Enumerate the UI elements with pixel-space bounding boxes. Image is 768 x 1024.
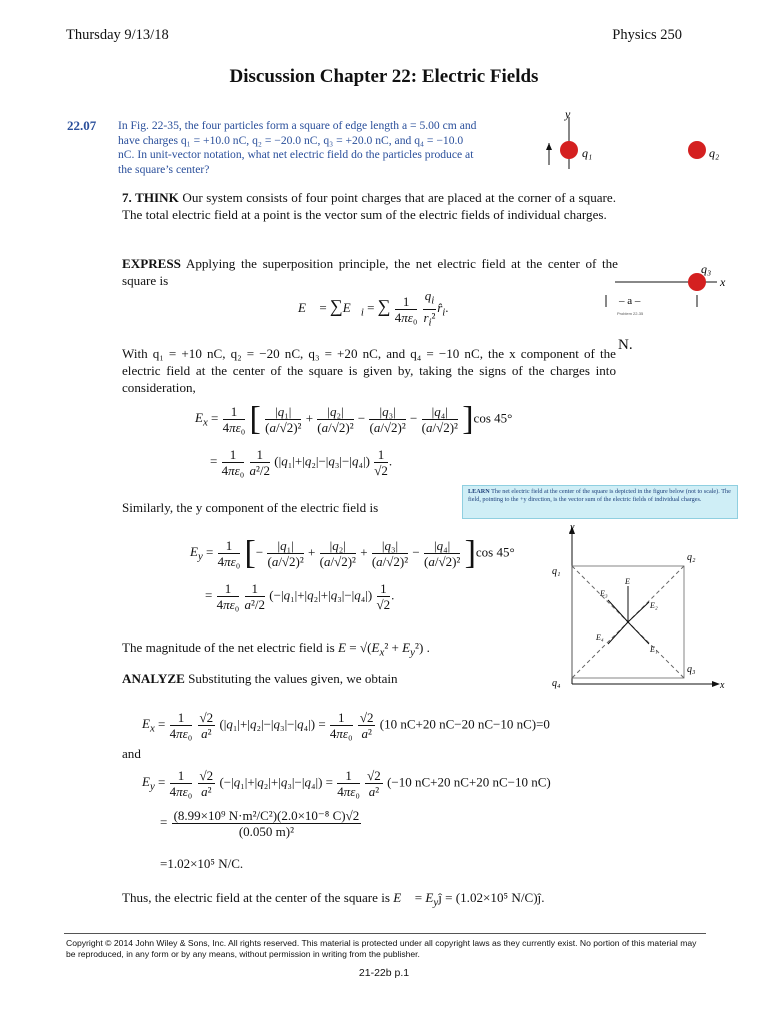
magnitude-paragraph: The magnitude of the net electric field is $E = √(E_x^2 + E_y^2)$ . <box>122 640 430 659</box>
charge-q2 <box>688 141 706 159</box>
equation-ex-numeric: $E_x$ = $\frac{1}{\text{4πε₀}}$ $\frac{√2}{\text{a²}}$ (|q₁|+|q₂|−|q₃|−|q₄|) = $\frac{1}{\text{4πε₀}}$ $\frac{√2}{\text{a²}}$ (10 nC+20 nC−20 nC−10 nC)=0 <box>142 710 550 741</box>
figure-q3-label: q₃ <box>701 262 712 276</box>
figure-q1-label: q₁ <box>582 146 593 160</box>
thus-text: Thus, the electric field at the center of the square is <box>122 890 390 905</box>
header-right: Physics 250 <box>612 27 682 43</box>
think-text: Our system consists of four point charges that are placed at the corner of a square. The total electric field at a point is the vector sum of the electric fields of individual charges. <box>122 190 617 222</box>
with-paragraph: With q₁ = +10 nC, q₂ = −20 nC, q₃ = +20 nC, and q₄ = −10 nC, the x component of the electric field at the center of the square is given by, taking the signs of the charges into consideration, <box>122 346 616 395</box>
equation-ex: $E_x$ = $\frac{1}{\text{4πε₀}}$ [ $\frac{\text{|q₁|}}{\text{(a/√2)²}}$ + $\frac{\text{|q₂|}}{\text{(a/√2)²}}$ − $\frac{\text{|q₃|}}{\text{(a/√2)²}}$ − $\frac{\text{|q₄|}}{\text{(a/√2)²}}$ ]cos 45° <box>195 400 513 438</box>
figure-a-label: – a – <box>619 295 641 307</box>
vector-e-label: E <box>625 577 630 586</box>
analyze-paragraph <box>122 671 616 688</box>
figure-x-label: x <box>720 275 726 289</box>
analyze-text: Substituting the values given, we obtain <box>188 671 398 686</box>
express-text: Applying the superposition principle, the net electric field at the center of the square is <box>122 256 618 288</box>
page-title: Discussion Chapter 22: Electric Fields <box>229 66 539 87</box>
thus-paragraph: Thus, the electric field at the center of the square is E⃗ = $E_yĵ = (1.02\times 10^5$ N/C)ĵ. <box>122 890 545 909</box>
vector-figure-q2: q₂ <box>687 552 696 563</box>
figure-caption: Problem 22-35 <box>617 311 644 315</box>
vector-e4-label: E₄ <box>596 633 604 642</box>
vector-figure-q3: q₃ <box>687 664 696 675</box>
copyright-notice: Copyright © 2014 John Wiley & Sons, Inc. All rights reserved. This material is protected under all copyright laws as they currently exist. No portion of this material may be reproduced, in any form or by any means, without permission in writing from the publisher. <box>66 938 697 959</box>
figure-q2-label: q₂ <box>709 146 720 160</box>
vector-figure-q1: q₁ <box>552 566 561 577</box>
vector-figure-y-label: y <box>570 522 575 533</box>
and-text: and <box>122 746 141 761</box>
equation-ey-substituted: = $\frac{\text{(8.99×10⁹ N·m²/C²)(2.0×10⁻⁸ C)√2}}{\text{(0.050 m)²}}$ <box>160 808 360 839</box>
equation-ey: $E_y$ = $\frac{1}{\text{4πε₀}}$ [− $\frac{\text{|q₁|}}{\text{(a/√2)²}}$ + $\frac{\text{|q₂|}}{\text{(a/√2)²}}$ + $\frac{\text{|q₃|}}{\text{(a/√2)²}}$ − $\frac{\text{|q₄|}}{\text{(a/√2)²}}$ ]cos 45° <box>190 534 515 572</box>
similarly-paragraph: Similarly, the y component of the electric field is <box>122 500 379 515</box>
think-label: 7. THINK <box>122 190 179 205</box>
vector-e2-label: E₂ <box>650 601 658 610</box>
problem-number: 22.07 <box>67 118 97 133</box>
think-paragraph <box>122 190 616 224</box>
footer-divider <box>64 933 706 934</box>
vector-e1-label: E₁ <box>650 645 658 654</box>
vector-figure-q4: q₄ <box>552 678 561 689</box>
equation-ey-numeric: $E_y$ = $\frac{1}{\text{4πε₀}}$ $\frac{√2}{\text{a²}}$ (−|q₁|+|q₂|+|q₃|−|q₄|) = $\frac{1}{\text{4πε₀}}$ $\frac{√2}{\text{a²}}$ (−10 nC+20 nC+20 nC−10 nC) <box>142 768 551 799</box>
learn-label: LEARN <box>468 488 490 495</box>
page-number: 21-22b p.1 <box>358 967 410 979</box>
stray-text: N. <box>618 337 633 353</box>
learn-text: The net electric field at the center of the square is depicted in the figure below (not to scale). The field, pointing to the +y direction, is the vector sum of the electric fields of individual charges. <box>468 488 731 503</box>
equation-superposition: E⃗ = $\sum E⃗_i$ = ∑ $\frac{1}{\text{4πε₀}}$ $\frac{q_i}{r_i^2}$ $r̂_i$. <box>298 288 449 329</box>
equation-ex-simplified: = $\frac{1}{\text{4πε₀}}$ $\frac{1}{\text{a²/2}}$ (|q₁|+|q₂|−|q₃|−|q₄|) $\frac{1}{√2}$ . <box>210 447 393 478</box>
analyze-label: ANALYZE <box>122 671 185 686</box>
header-left: Thursday 9/13/18 <box>66 27 169 43</box>
result-value: =1.02×10⁵ N/C. <box>160 856 244 871</box>
vector-e3-label: E₃ <box>600 589 608 598</box>
problem-text: In Fig. 22-35, the four particles form a square of edge length a = 5.00 cm and have charges q₁ = +10.0 nC, q₂ = −20.0 nC, q₃ = +20.0 nC, and q₄ = −10.0 nC. In unit-vector notation, what net electric field do the particles produce at the square’s center? <box>118 119 477 176</box>
express-paragraph <box>122 256 618 290</box>
express-label: EXPRESS <box>122 256 181 271</box>
magnitude-text: The magnitude of the net electric field is <box>122 640 335 655</box>
charge-q1 <box>560 141 578 159</box>
equation-ey-simplified: = $\frac{1}{\text{4πε₀}}$ $\frac{1}{\text{a²/2}}$ (−|q₁|+|q₂|+|q₃|−|q₄|) $\frac{1}{√2}$ . <box>205 581 395 612</box>
vector-figure-x-label: x <box>720 680 725 691</box>
figure-y-label: y <box>565 107 571 121</box>
